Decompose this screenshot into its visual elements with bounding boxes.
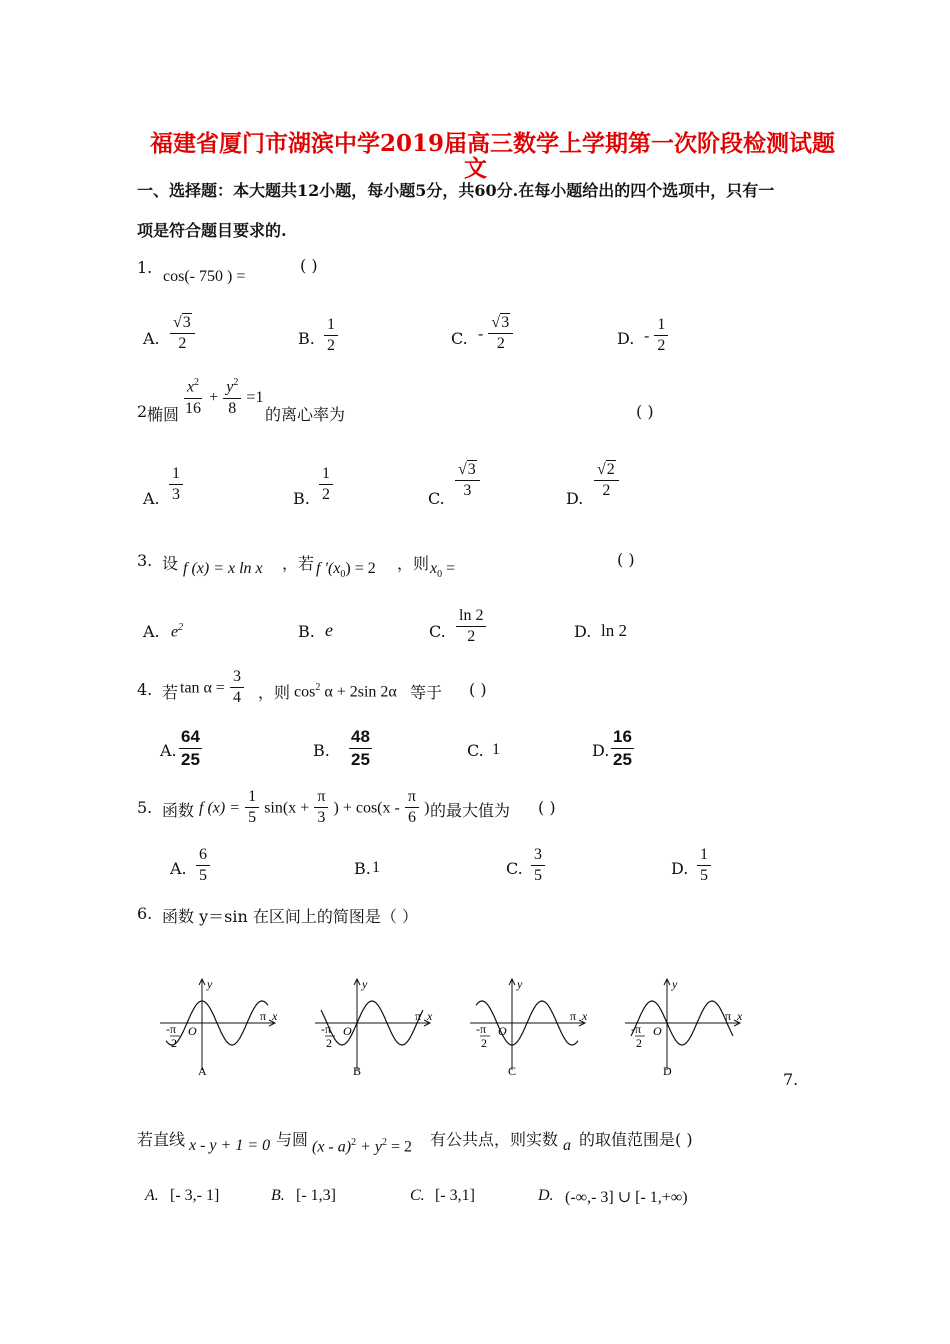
q5-option-c-value: $\frac{3}{5}$ (531, 846, 545, 886)
q7-variable-a: a (563, 1137, 571, 1154)
q3-number: 3. (137, 551, 153, 570)
q2-number: 2 (137, 402, 148, 421)
x-label: x (582, 1009, 588, 1023)
q2-option-a-value: $\frac{1}{3}$ (169, 465, 183, 505)
q2-suffix: 的离心率为 (265, 405, 346, 424)
pi-label: π (570, 1009, 577, 1023)
q3-option-d-value: ln 2 (601, 621, 627, 640)
q7-suffix: 有公共点，则实数 (430, 1130, 559, 1149)
q7-circle-equation: $(x - a)^2 + y^2 = 2$ (312, 1137, 413, 1156)
q4-option-c-label: C. (467, 741, 484, 760)
x-label: x (737, 1009, 743, 1023)
y-label: y (517, 977, 523, 991)
q4-option-d-value: $\frac{16}{25}$ (613, 727, 632, 769)
neg-pi-denominator: 2 (481, 1036, 487, 1050)
q6-number: 6. (137, 904, 153, 923)
neg-pi-denominator: 2 (636, 1036, 642, 1050)
q3-option-b-value: e (325, 620, 333, 640)
q6-graph-a (160, 977, 278, 1078)
page-title-line2: 文 (464, 155, 487, 182)
q2-ellipse-equation: $\frac{x^2}{16}$ + $\frac{y^2}{8}$ =1 (185, 377, 264, 417)
q3-then: ，则 (397, 554, 430, 573)
section-heading-line2: 项是符合题目要求的. (137, 221, 287, 240)
q2-option-c-label: C. (428, 489, 445, 508)
q5-option-a-label: A. (170, 859, 187, 878)
q5-option-b-label: B. (354, 859, 371, 878)
q2-prefix: 椭圆 (147, 405, 180, 424)
q5-answer-paren: ( ) (538, 798, 556, 817)
q7-option-b-value: [- 1,3] (296, 1187, 336, 1204)
q4-option-b-label: B. (313, 741, 330, 760)
q5-option-c-label: C. (506, 859, 523, 878)
q5-option-d-label: D. (671, 859, 689, 878)
q4-prefix: 若 (162, 683, 179, 702)
q7-suffix2: 的取值范围是( ) (579, 1130, 693, 1149)
x-label: x (272, 1009, 278, 1023)
q7-option-a-label: A. (145, 1187, 159, 1204)
q5-option-b-value: 1 (372, 859, 380, 876)
origin-label: O (653, 1024, 662, 1038)
q2-option-b-label: B. (293, 489, 310, 508)
q3-option-b-label: B. (298, 622, 315, 641)
neg-pi-label: -π (631, 1022, 642, 1036)
neg-pi-label: -π (166, 1022, 177, 1036)
q6-graph-c (470, 977, 588, 1078)
q1-answer-paren: ( ) (300, 256, 318, 275)
origin-label: O (188, 1024, 197, 1038)
q4-expression: $\cos^2 \alpha + 2\sin$ 2α (294, 682, 397, 701)
q1-option-a-label: A. (143, 329, 160, 348)
q2-option-b-value: $\frac{1}{2}$ (319, 465, 333, 505)
q3-option-d-label: D. (574, 622, 592, 641)
q4-then: ，则 (258, 683, 291, 702)
q6-graphs (150, 975, 780, 1085)
q1-option-c-value: - $\frac{√3}{2}$ (478, 314, 513, 354)
q3-prefix: 设 (162, 554, 179, 573)
q3-option-a-value: $e^2$ (171, 622, 184, 641)
q6-graph-b (315, 977, 433, 1078)
q1-expression: cos(- 750 ) = (163, 268, 246, 285)
q3-option-a-label: A. (143, 622, 160, 641)
q5-option-a-value: $\frac{6}{5}$ (196, 846, 210, 886)
graph-letter: A (198, 1064, 207, 1078)
q4-number: 4. (137, 680, 153, 699)
q1-option-b-value: $\frac{1}{2}$ (324, 316, 338, 356)
origin-label: O (343, 1024, 352, 1038)
q2-option-d-label: D. (566, 489, 584, 508)
q5-number: 5. (137, 798, 153, 817)
q5-prefix: 函数 (162, 801, 195, 820)
q3-option-c-label: C. (429, 622, 446, 641)
q7-option-c-value: [- 3,1] (435, 1187, 475, 1204)
q1-option-c-label: C. (451, 329, 468, 348)
q7-option-d-label: D. (538, 1187, 554, 1204)
q4-option-a-value: $\frac{64}{25}$ (181, 727, 200, 769)
q5-option-d-value: $\frac{1}{5}$ (697, 846, 711, 886)
q3-if: ，若 (282, 554, 315, 573)
origin-label: O (498, 1024, 507, 1038)
q7-with-circle: 与圆 (276, 1130, 309, 1149)
q3-answer-paren: ( ) (617, 550, 635, 569)
q7-line-equation: x - y + 1 = 0 (189, 1137, 271, 1154)
q3-function: f (x) = x ln x (183, 560, 263, 577)
q2-option-a-label: A. (143, 489, 160, 508)
pi-label: π (260, 1009, 267, 1023)
section-heading: 一、选择题：本大题共12小题，每小题5分，共60分.在每小题给出的四个选项中，只有一 (137, 181, 775, 200)
q2-answer-paren: ( ) (636, 402, 654, 421)
y-label: y (672, 977, 678, 991)
q2-option-d-value: $\frac{√2}{2}$ (594, 461, 619, 501)
y-label: y (207, 977, 213, 991)
q1-option-b-label: B. (298, 329, 315, 348)
page-title: 福建省厦门市湖滨中学2019届高三数学上学期第一次阶段检测试题 (150, 130, 836, 157)
pi-label: π (415, 1009, 422, 1023)
q4-option-c-value: 1 (492, 741, 500, 758)
q3-derivative-condition: f $'(x_0) = 2$ (316, 560, 376, 581)
graph-letter: D (663, 1064, 672, 1078)
q7-prefix: 若直线 (137, 1130, 186, 1149)
q2-option-c-value: $\frac{√3}{3}$ (455, 461, 480, 501)
q6-text: 函数 y＝sin 在区间上的简图是（ ） (162, 907, 418, 926)
pi-label: π (725, 1009, 732, 1023)
neg-pi-denominator: 2 (326, 1036, 332, 1050)
q3-x0: $x_0$ = (430, 560, 456, 581)
neg-pi-denominator: 2 (171, 1036, 177, 1050)
q1-option-a-value: $\frac{√3}{2}$ (170, 314, 195, 354)
q5-suffix: 的最大值为 (430, 801, 511, 820)
neg-pi-label: -π (476, 1022, 487, 1036)
q1-option-d-label: D. (617, 329, 635, 348)
q5-function: f (x) = $\frac{1}{5}$ sin(x + $\frac{\pi}{3}$ ) + cos(x - $\frac{\pi}{6}$ ) (199, 788, 430, 827)
q4-option-d-label: D. (592, 741, 610, 760)
q3-option-c-value: $\frac{\ln 2}{2}$ (456, 607, 486, 647)
y-label: y (362, 977, 368, 991)
q1-number: 1. (137, 258, 153, 277)
x-label: x (427, 1009, 433, 1023)
graph-letter: C (508, 1064, 517, 1078)
q4-option-a-label: A. (160, 741, 177, 760)
graph-letter: B (353, 1064, 362, 1078)
q1-option-d-value: - $\frac{1}{2}$ (644, 316, 668, 356)
q7-option-a-value: [- 3,- 1] (170, 1187, 220, 1204)
q7-number: 7. (783, 1070, 799, 1089)
neg-pi-label: -π (321, 1022, 332, 1036)
q7-option-d-value: (-∞,- 3] ∪ [- 1,+∞) (565, 1189, 688, 1206)
q4-condition: tan α = $\frac{3}{4}$ (180, 668, 244, 708)
q4-option-b-value: $\frac{48}{25}$ (351, 727, 370, 769)
q7-option-c-label: C. (410, 1187, 425, 1204)
q4-suffix: 等于 (410, 683, 443, 702)
q6-graph-d (625, 977, 743, 1078)
q4-answer-paren: ( ) (469, 680, 487, 699)
q7-option-b-label: B. (271, 1187, 285, 1204)
